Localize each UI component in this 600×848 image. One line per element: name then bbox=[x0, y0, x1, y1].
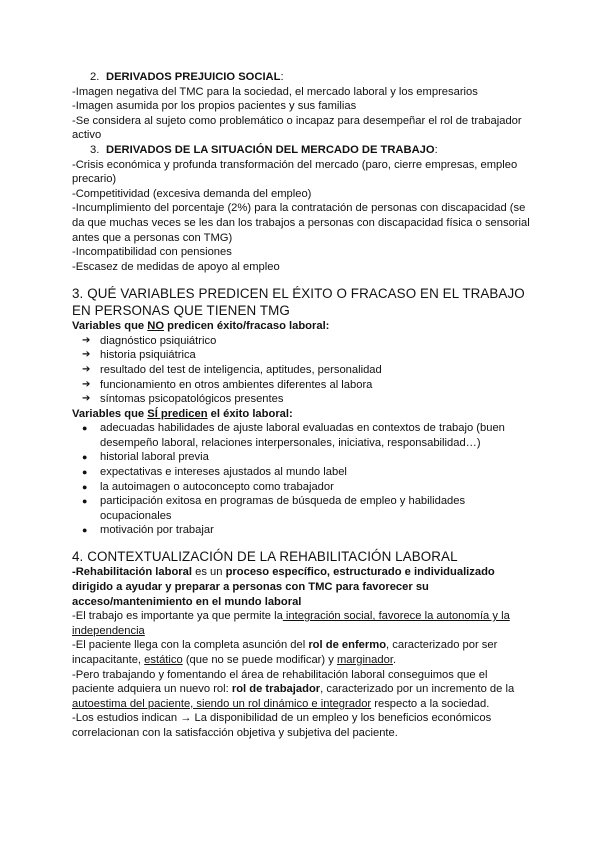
no-predicen-list bbox=[72, 334, 532, 407]
list-item bbox=[72, 392, 532, 407]
rehab-definition: proceso específico, estructurado e individualizado dirigido a ayudar y preparar a personas con TMC para favorecer su acceso/mantenimiento en el mundo laboral bbox=[72, 566, 495, 608]
section-2-item: -Se considera al sujeto como problemático o incapaz para desempeñar el rol de trabajador activo bbox=[72, 114, 522, 142]
heading-contextualizacion: 4. CONTEXTUALIZACIÓN DE LA REHABILITACIÓN LABORAL bbox=[72, 549, 458, 565]
rehab-p3-text: (que no se puede modificar) y bbox=[182, 654, 337, 666]
rehab-paragraph-3 bbox=[72, 638, 532, 667]
no-predicen-post: predicen éxito/fracaso laboral: bbox=[164, 320, 330, 333]
arrow-icon: ➔ bbox=[82, 378, 91, 390]
section-3-item: -Incumplimiento del porcentaje (2%) para la contratación de personas con discapacidad (se da que muchas veces se les dan los trabajos a personas con discapacidad física o sensorial antes que a personas con TMG) bbox=[72, 202, 530, 244]
rehab-p3-text: . bbox=[392, 654, 397, 666]
rehab-p4-bold: rol de trabajador bbox=[231, 683, 321, 696]
list-item bbox=[72, 450, 532, 465]
list-item-text: historia psiquiátrica bbox=[100, 349, 196, 362]
no-predicen-pre: Variables que bbox=[72, 320, 148, 333]
section-2-colon: : bbox=[280, 71, 284, 83]
rehab-p3-underline: estático bbox=[144, 654, 183, 666]
section-2-heading bbox=[72, 70, 532, 85]
list-item-text: funcionamiento en otros ambientes diferentes al labora bbox=[100, 378, 373, 391]
list-item bbox=[72, 421, 532, 450]
list-item bbox=[72, 523, 532, 538]
no-predicen-underline: NO bbox=[147, 320, 165, 333]
section-3-item: -Incompatibilidad con pensiones bbox=[72, 246, 232, 259]
si-predicen-heading bbox=[72, 407, 532, 422]
list-item-text: historial laboral previa bbox=[100, 451, 209, 464]
rehab-p3-text: -El paciente llega con la completa asunción del bbox=[72, 639, 309, 652]
list-item bbox=[72, 465, 532, 480]
rehab-p4-underline: autoestima del paciente, siendo un rol dinámico e integrador bbox=[72, 697, 372, 710]
section-2-item: -Imagen negativa del TMC para la sociedad, el mercado laboral y los empresarios bbox=[72, 85, 478, 98]
list-item-text: resultado del test de inteligencia, aptitudes, personalidad bbox=[100, 363, 382, 376]
document-page bbox=[72, 70, 532, 741]
rehab-term: -Rehabilitación laboral bbox=[72, 566, 192, 579]
rehab-paragraph-4 bbox=[72, 668, 532, 712]
section-3-heading bbox=[72, 143, 532, 158]
list-item-text: adecuadas habilidades de ajuste laboral evaluadas en contextos de trabajo (buen desempeño laboral, relaciones interpersonales, iniciativa, responsabilidad…) bbox=[100, 422, 505, 449]
section-3-item: -Crisis económica y profunda transformación del mercado (paro, cierre empresas, empleo precario) bbox=[72, 158, 518, 186]
list-item bbox=[72, 378, 532, 393]
rehab-connector: es un bbox=[191, 566, 226, 579]
no-predicen-heading bbox=[72, 319, 532, 334]
list-item-text: la autoimagen o autoconcepto como trabajador bbox=[100, 480, 334, 493]
rehab-paragraph-5: -Los estudios indican → La disponibilidad de un empleo y los beneficios económicos correlacionan con la satisfacción objetiva y subjetiva del paciente. bbox=[72, 712, 492, 739]
bullet-icon: ● bbox=[82, 423, 88, 434]
list-item-text: síntomas psicopatológicos presentes bbox=[100, 393, 284, 406]
rehab-p4-text: , caracterizado por un incremento de la bbox=[320, 683, 515, 696]
rehab-p3-underline: marginador bbox=[336, 654, 393, 666]
list-item bbox=[72, 334, 532, 349]
bullet-icon: ● bbox=[82, 452, 88, 463]
section-3-colon: : bbox=[434, 143, 438, 156]
section-3-item: -Competitividad (excesiva demanda del empleo) bbox=[72, 187, 312, 200]
list-item-text: diagnóstico psiquiátrico bbox=[100, 334, 217, 347]
list-item-text: motivación por trabajar bbox=[100, 524, 214, 537]
rehab-p3-text: , caracterizado por ser incapacitante, bbox=[72, 639, 498, 666]
arrow-icon: ➔ bbox=[82, 349, 91, 361]
rehab-p4-text: -Pero trabajando y fomentando el área de rehabilitación laboral conseguimos que el paciente adquiera un nuevo rol: bbox=[72, 668, 488, 696]
rehab-p2-text: -El trabajo es importante ya que permite la bbox=[72, 610, 283, 623]
section-3-item: -Escasez de medidas de apoyo al empleo bbox=[72, 260, 280, 273]
list-item-text: participación exitosa en programas de búsqueda de empleo y habilidades ocupacionales bbox=[100, 495, 466, 522]
si-predicen-list bbox=[72, 421, 532, 538]
bullet-icon: ● bbox=[82, 481, 88, 492]
section-2-title: DERIVADOS PREJUICIO SOCIAL bbox=[106, 71, 281, 83]
section-2-item: -Imagen asumida por los propios pacientes y sus familias bbox=[72, 100, 357, 113]
si-predicen-pre: Variables que bbox=[72, 407, 148, 420]
list-item-text: expectativas e intereses ajustados al mundo label bbox=[100, 466, 347, 479]
list-item bbox=[72, 494, 532, 523]
arrow-icon: ➔ bbox=[82, 363, 91, 375]
arrow-icon: ➔ bbox=[82, 334, 91, 346]
section-3-number: 3. bbox=[90, 143, 100, 156]
section-2-number: 2. bbox=[90, 71, 100, 83]
section-3-title: DERIVADOS DE LA SITUACIÓN DEL MERCADO DE TRABAJO bbox=[106, 143, 435, 156]
heading-variables: 3. QUÉ VARIABLES PREDICEN EL ÉXITO O FRACASO EN EL TRABAJO EN PERSONAS QUE TIENEN TMG bbox=[72, 286, 525, 318]
arrow-icon: ➔ bbox=[82, 393, 91, 405]
rehab-p4-text: respecto a la sociedad. bbox=[371, 697, 490, 710]
rehab-p3-bold: rol de enfermo bbox=[308, 639, 387, 652]
list-item bbox=[72, 480, 532, 495]
bullet-icon: ● bbox=[82, 525, 88, 536]
si-predicen-post: el éxito laboral: bbox=[207, 407, 293, 420]
bullet-icon: ● bbox=[82, 496, 88, 507]
si-predicen-underline: SÍ predicen bbox=[147, 407, 208, 420]
rehab-paragraph-2 bbox=[72, 609, 532, 638]
rehab-paragraph-1 bbox=[72, 565, 532, 609]
rehab-p2-underline: integración social, favorece la autonomía y la independencia bbox=[72, 610, 510, 637]
list-item bbox=[72, 348, 532, 363]
list-item bbox=[72, 363, 532, 378]
bullet-icon: ● bbox=[82, 467, 88, 478]
